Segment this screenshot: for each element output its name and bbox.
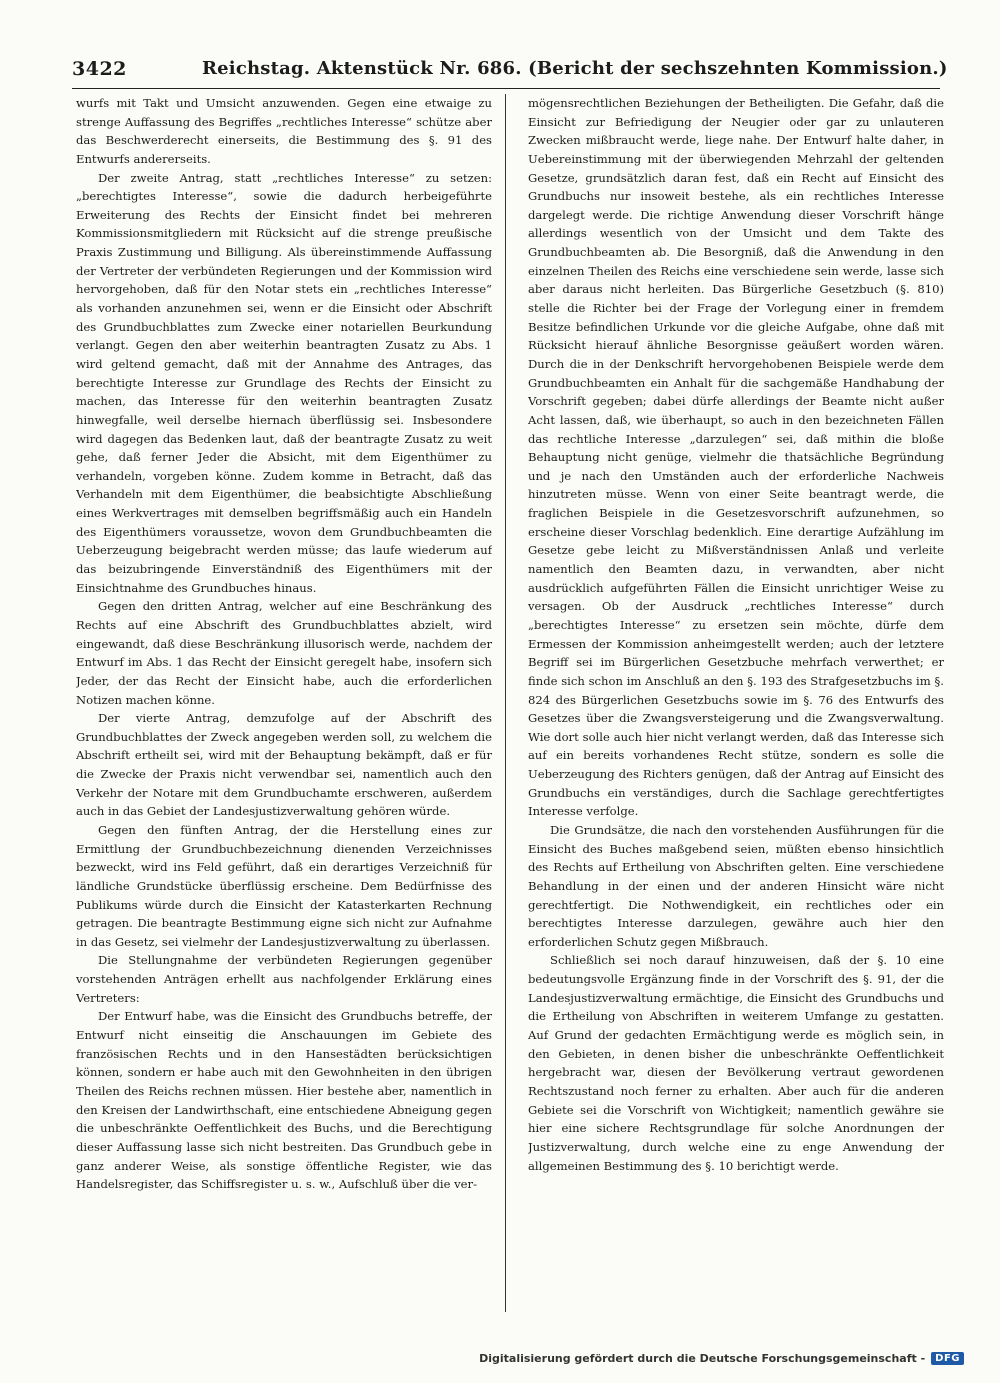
column-divider xyxy=(505,94,506,1312)
header-rule xyxy=(72,88,940,89)
paragraph: Schließlich sei noch darauf hinzuweisen, daß der §. 10 eine bedeutungsvolle Ergänzung finde in der Vorschrift des §. 91, der die Landesjustizverwaltung ermächtige, die Einsicht des Grundbuchs und die Ertheilung von Abschriften in weiterem Umfange zu gestatten. Auf Grund der gedachten Ermächtigung werde es möglich sein, in den Gebieten, in denen bisher die unbeschränkte Oeffentlichkeit hergebracht war, diesen der Bevölkerung vertraut gewordenen Rechtszustand noch ferner zu erhalten. Aber auch für die anderen Gebiete sei die Vorschrift von Wichtigkeit; namentlich gewähre sie hier eine sichere Rechtsgrundlage für solche Anordnungen der Justizverwaltung, durch welche eine zu enge Anwendung der allgemeinen Bestimmung des §. 10 berichtigt werde. xyxy=(528,953,944,1173)
paragraph: Gegen den dritten Antrag, welcher auf eine Beschränkung des Rechts auf eine Abschrift des Grundbuchblattes abzielt, wird eingewandt, daß diese Beschränkung illusorisch werde, nachdem der Entwurf im Abs. 1 das Recht der Einsicht geregelt habe, insofern sich Jeder, der das Recht der Einsicht habe, auch die erforderlichen Notizen machen könne. xyxy=(76,599,492,707)
paragraph: Gegen den fünften Antrag, der die Herstellung eines zur Ermittlung der Grundbuchbezeichnung dienenden Verzeichnisses bezweckt, wird ins Feld geführt, daß ein derartiges Verzeichniß für ländliche Grundstücke überflüssig erscheine. Dem Bedürfnisse des Publikums würde durch die Einsicht der Katasterkarten Rechnung getragen. Die beantragte Bestimmung eigne sich nicht zur Aufnahme in das Gesetz, sei vielmehr der Landesjustizverwaltung zu überlassen. xyxy=(76,822,492,949)
page-header xyxy=(72,58,948,86)
credit-text: Digitalisierung gefördert durch die Deutsche Forschungsgemeinschaft - xyxy=(479,1352,926,1365)
running-title: Reichstag. Aktenstück Nr. 686. (Bericht der sechszehnten Kommission.) xyxy=(202,58,948,79)
paragraph: Der zweite Antrag, statt „rechtliches Interesse“ zu setzen: „berechtigtes Interesse“, sowie die dadurch herbeigeführte Erweiterung des Rechts der Einsicht findet bei mehreren Kommissionsmitgliedern mit Rücksicht auf die strenge preußische Praxis Zustimmung und Billigung. Als übereinstimmende Auffassung der Vertreter der verbündeten Regierungen und der Kommission wird hervorgehoben, daß für den Notar stets ein „rechtliches Interesse“ als vorhanden anzunehmen sei, wenn er die Einsicht oder Abschrift des Grundbuchblattes zum Zwecke einer notariellen Beurkundung verlangt. Gegen den aber weiterhin beantragten Zusatz zu Abs. 1 wird geltend gemacht, daß mit der Annahme des Antrages, das berechtigte Interesse zur Grundlage des Rechts der Einsicht zu machen, das Interesse für den weiterhin beantragten Zusatz hinwegfalle, weil derselbe hiernach überflüssig sei. Insbesondere wird dagegen das Bedenken laut, daß der beantragte Zusatz zu weit gehe, daß ferner Jeder die Absicht, mit dem Eigenthümer zu verhandeln, vorgeben könne. Zudem komme in Betracht, daß das Verhandeln mit dem Eigenthümer, die beabsichtigte Abschließung eines Werkvertrages mit demselben begriffsmäßig auch ein Handeln des Eigenthümers voraussetze, wovon dem Grundbuchbeamten die Ueberzeugung beigebracht werden müsse; das laufe wiederum auf das beizubringende Einverständniß des Eigenthümers mit der Einsichtnahme des Grundbuches hinaus. xyxy=(76,170,492,595)
paragraph: Der vierte Antrag, demzufolge auf der Abschrift des Grundbuchblattes der Zweck angegeben werden soll, zu welchem die Abschrift ertheilt sei, wird mit der Behauptung bekämpft, daß er für die Zwecke der Praxis nicht verwendbar sei, namentlich auch den Verkehr der Notare mit dem Grundbuchamte erschweren, außerdem auch in das Gebiet der Landesjustizverwaltung gehören würde. xyxy=(76,711,492,819)
page-number: 3422 xyxy=(72,58,127,80)
paragraph: Der Entwurf habe, was die Einsicht des Grundbuchs betreffe, der Entwurf nicht einseitig die Anschauungen im Gebiete des französischen Rechts und in den Hansestädten berücksichtigen können, sondern er habe auch mit den Gewohnheiten in den übrigen Theilen des Reichs rechnen müssen. Hier bestehe aber, namentlich in den Kreisen der Landwirthschaft, eine entschiedene Abneigung gegen die unbeschränkte Oeffentlichkeit des Buchs, und die Berechtigung dieser Auffassung lasse sich nicht bestreiten. Das Grundbuch gebe in ganz anderer Weise, als sonstige öffentliche Register, wie das Handelsregister, das Schiffsregister u. s. w., Aufschluß über die ver- xyxy=(76,1009,492,1192)
paragraph: Die Grundsätze, die nach den vorstehenden Ausführungen für die Einsicht des Buches maßgebend seien, müßten ebenso hinsichtlich des Rechts auf Ertheilung von Abschriften gelten. Eine verschiedene Behandlung in der einen und der anderen Hinsicht wäre nicht gerechtfertigt. Die Nothwendigkeit, ein rechtliches oder ein berechtigtes Interesse darzulegen, gewähre auch hier den erforderlichen Schutz gegen Mißbrauch. xyxy=(528,822,944,949)
left-column xyxy=(76,94,492,1314)
paragraph: wurfs mit Takt und Umsicht anzuwenden. Gegen eine etwaige zu strenge Auffassung des Begriffes „rechtliches Interesse“ schütze aber das Beschwerderecht einerseits, die Bestimmung des §. 91 des Entwurfs andererseits. xyxy=(76,96,492,166)
paragraph: mögensrechtlichen Beziehungen der Betheiligten. Die Gefahr, daß die Einsicht zur Befriedigung der Neugier oder gar zu unlauteren Zwecken mißbraucht werde, liege nahe. Der Entwurf halte daher, in Uebereinstimmung mit der überwiegenden Mehrzahl der geltenden Gesetze, grundsätzlich daran fest, daß ein Recht auf Einsicht des Grundbuchs nur insoweit bestehe, als ein rechtliches Interesse dargelegt werde. Die richtige Anwendung dieser Vorschrift hänge allerdings wesentlich von der Umsicht und dem Takte des Grundbuchbeamten ab. Die Besorgniß, daß die Anwendung in den einzelnen Theilen des Reichs eine verschiedene sein werde, lasse sich aber daraus nicht herleiten. Das Bürgerliche Gesetzbuch (§. 810) stelle die Richter bei der Frage der Vorlegung einer in fremdem Besitze befindlichen Urkunde vor die gleiche Aufgabe, ohne daß mit Rücksicht hierauf ähnliche Besorgnisse geäußert worden wären. Durch die in der Denkschrift hervorgehobenen Beispiele werde dem Grundbuchbeamten ein Anhalt für die sachgemäße Handhabung der Vorschrift gegeben; dabei dürfe allerdings der Beamte nicht außer Acht lassen, daß, wie überhaupt, so auch in den bezeichneten Fällen das rechtliche Interesse „darzulegen“ sei, daß mithin die bloße Behauptung nicht genüge, vielmehr die thatsächliche Begründung und je nach den Umständen auch der erforderliche Nachweis hinzutreten müsse. Wenn von einer Seite beantragt werde, die fraglichen Beispiele in die Gesetzesvorschrift aufzunehmen, so erscheine dieser Vorschlag bedenklich. Eine derartige Aufzählung im Gesetze gebe leicht zu Mißverständnissen Anlaß und verleite namentlich den Beamten dazu, in verwandten, aber nicht ausdrücklich aufgeführten Fällen die Einsicht unrichtiger Weise zu versagen. Ob der Ausdruck „rechtliches Interesse“ durch „berechtigtes Interesse“ zu ersetzen sein möchte, dürfe dem Ermessen der Kommission anheimgestellt werden; auch der letztere Begriff sei im Bürgerlichen Gesetzbuche mehrfach verwerthet; er finde sich schon im Anschluß an den §. 193 des Strafgesetzbuchs im §. 824 des Bürgerlichen Gesetzbuchs sowie im §. 76 des Entwurfs des Gesetzes über die Zwangsversteigerung und die Zwangsverwaltung. Wie dort solle auch hier nicht verlangt werden, daß das Interesse sich auf ein bereits vorhandenes Recht stütze, sondern es solle die Ueberzeugung des Richters genügen, daß der Antrag auf Einsicht des Grundbuchs ein verständiges, durch die Sachlage gerechtfertigtes Interesse verfolge. xyxy=(528,96,944,819)
digitization-credit xyxy=(479,1352,964,1365)
paragraph: Die Stellungnahme der verbündeten Regierungen gegenüber vorstehenden Anträgen erhellt aus nachfolgender Erklärung eines Vertreters: xyxy=(76,953,492,1005)
dfg-logo: DFG xyxy=(931,1352,964,1365)
right-column xyxy=(528,94,944,1314)
